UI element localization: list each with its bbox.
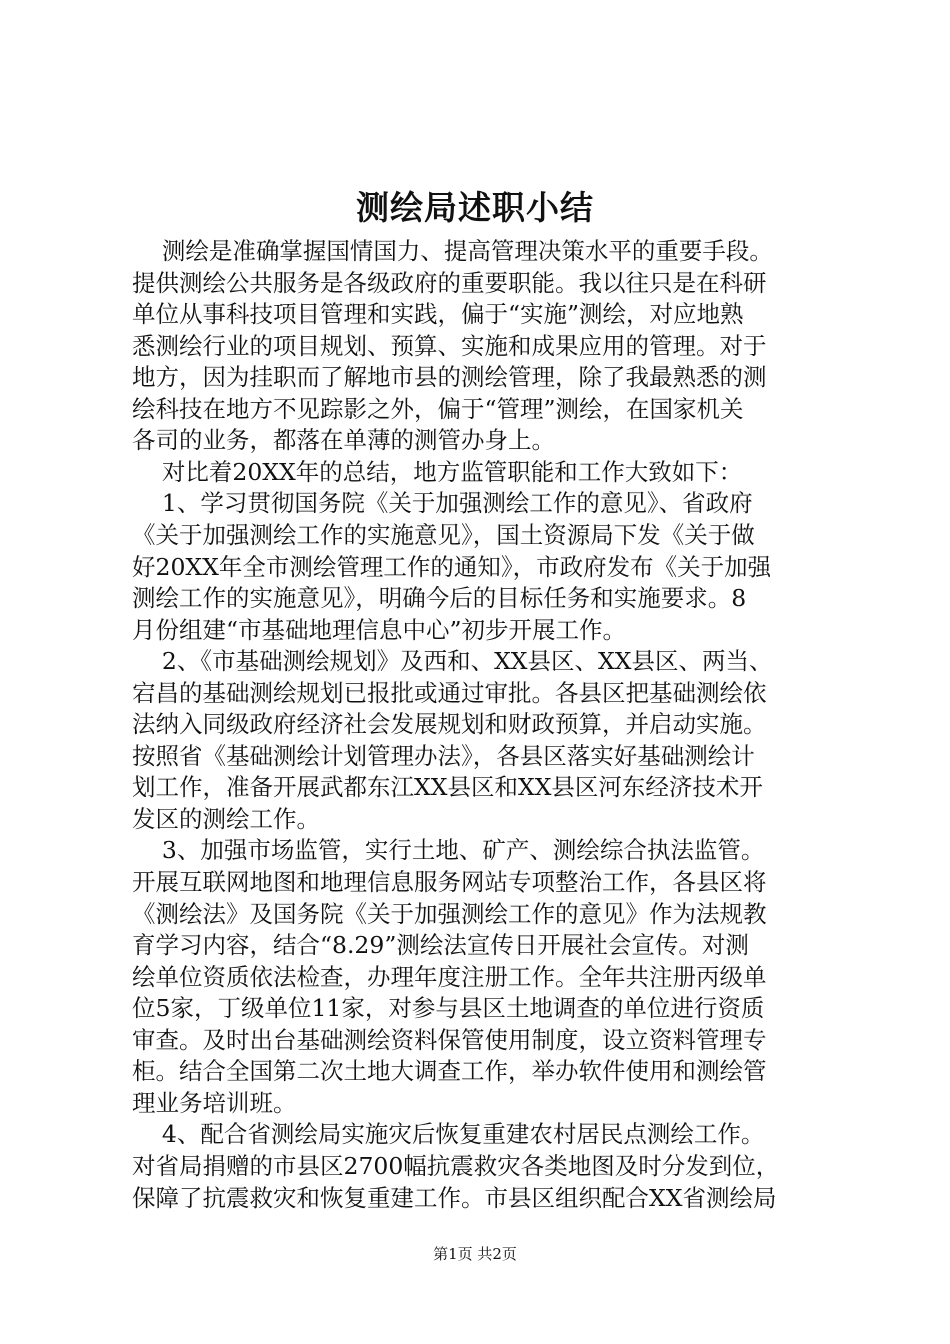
- body-line: 对省局捐赠的市县区2700幅抗震救灾各类地图及时分发到位，: [132, 1151, 780, 1180]
- body-line: 各司的业务，都落在单薄的测管办身上。: [132, 426, 555, 455]
- body-line: 月份组建“市基础地理信息中心”初步开展工作。: [132, 615, 627, 644]
- body-line: 《关于加强测绘工作的实施意见》，国土资源局下发《关于做: [132, 520, 755, 549]
- body-line: 位5家，丁级单位11家，对参与县区土地调查的单位进行资质: [132, 994, 765, 1023]
- body-line: 好20XX年全市测绘管理工作的通知》，市政府发布《关于加强: [132, 552, 772, 581]
- body-line: 提供测绘公共服务是各级政府的重要职能。我以往只是在科研: [132, 268, 767, 297]
- body-line: 划工作，准备开展武都东江XX县区和XX县区河东经济技术开: [132, 773, 763, 802]
- body-line: 测绘是准确掌握国情国力、提高管理决策水平的重要手段。: [132, 237, 773, 265]
- body-line: 柜。结合全国第二次土地大调查工作，举办软件使用和测绘管: [132, 1057, 767, 1086]
- body-line: 宕昌的基础测绘规划已报批或通过审批。各县区把基础测绘依: [132, 678, 767, 707]
- body-line: 保障了抗震救灾和恢复重建工作。市县区组织配合XX省测绘局: [132, 1183, 777, 1212]
- body-line: 1、学习贯彻国务院《关于加强测绘工作的意见》、省政府: [132, 489, 753, 518]
- body-line: 按照省《基础测绘计划管理办法》，各县区落实好基础测绘计: [132, 741, 755, 770]
- body-line: 法纳入同级政府经济社会发展规划和财政预算，并启动实施。: [132, 710, 767, 739]
- body-line: 2、《市基础测绘规划》及西和、XX县区、XX县区、两当、: [132, 647, 773, 676]
- body-line: 4、配合省测绘局实施灾后恢复重建农村居民点测绘工作。: [132, 1120, 765, 1149]
- page-footer: 第1页 共2页: [433, 1245, 517, 1263]
- body-line: 绘科技在地方不见踪影之外，偏于“管理”测绘，在国家机关: [132, 394, 744, 423]
- body-line: 地方，因为挂职而了解地市县的测绘管理，除了我最熟悉的测: [132, 363, 767, 392]
- body-line: 绘单位资质依法检查，办理年度注册工作。全年共注册丙级单: [132, 962, 767, 991]
- body-line: 育学习内容，结合“8.29”测绘法宣传日开展社会宣传。对测: [132, 931, 749, 960]
- body-line: 审查。及时出台基础测绘资料保管使用制度，设立资料管理专: [132, 1025, 767, 1054]
- body-line: 发区的测绘工作。: [132, 804, 320, 833]
- document-title: 测绘局述职小结: [356, 188, 594, 227]
- body-line: 3、加强市场监管，实行土地、矿产、测绘综合执法监管。: [132, 836, 765, 865]
- body-line: 对比着20XX年的总结，地方监管职能和工作大致如下：: [132, 457, 743, 486]
- body-line: 开展互联网地图和地理信息服务网站专项整治工作，各县区将: [132, 868, 767, 896]
- body-line: 悉测绘行业的项目规划、预算、实施和成果应用的管理。对于: [132, 331, 767, 360]
- body-line: 测绘工作的实施意见》，明确今后的目标任务和实施要求。8: [132, 584, 747, 613]
- body-line: 《测绘法》及国务院《关于加强测绘工作的意见》作为法规教: [132, 899, 767, 928]
- body-line: 理业务培训班。: [132, 1088, 297, 1117]
- body-line: 单位从事科技项目管理和实践，偏于“实施”测绘，对应地熟: [132, 300, 744, 329]
